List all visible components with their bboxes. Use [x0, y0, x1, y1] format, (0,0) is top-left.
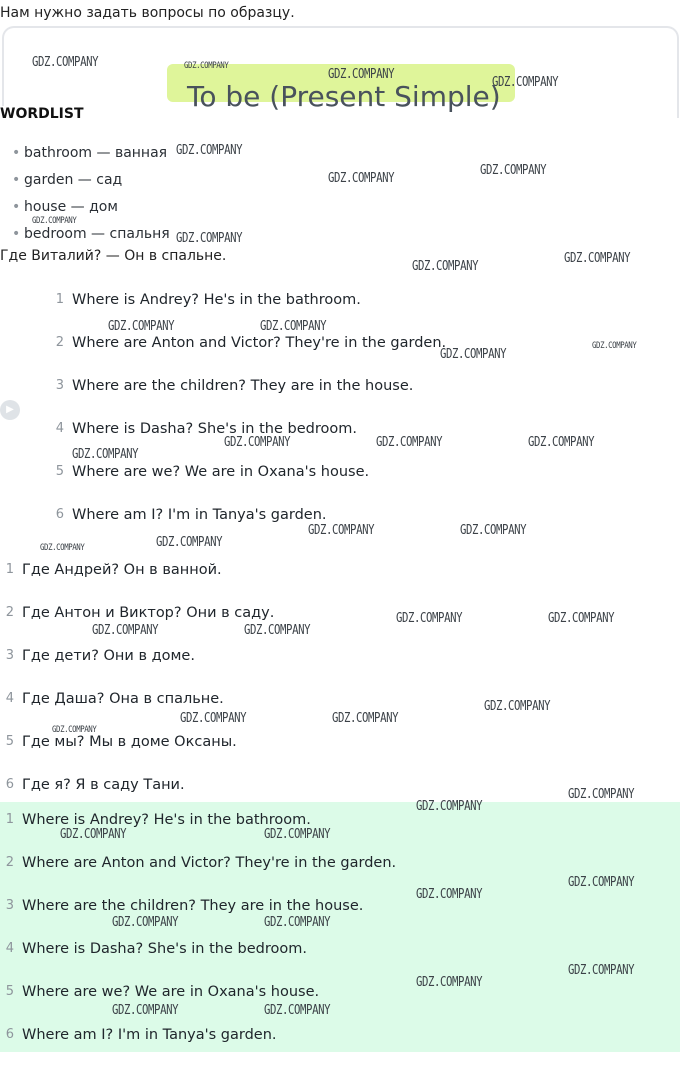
item-text: Где Антон и Виктор? Они в саду. — [22, 605, 275, 621]
watermark: GDZ.COMPANY — [568, 963, 635, 978]
item-number: 3 — [55, 378, 64, 393]
item-number: 1 — [5, 812, 14, 827]
watermark: GDZ.COMPANY — [156, 535, 223, 550]
example-question: Где Виталий? — Он в спальне. — [0, 248, 227, 264]
watermark: GDZ.COMPANY — [484, 699, 551, 714]
watermark: GDZ.COMPANY — [52, 725, 97, 735]
watermark: GDZ.COMPANY — [492, 75, 559, 90]
watermark: GDZ.COMPANY — [32, 55, 99, 70]
watermark: GDZ.COMPANY — [112, 915, 179, 930]
wordlist-item: • garden — сад — [12, 170, 170, 197]
item-text: Where are the children? They are in the house. — [72, 378, 414, 394]
watermark: GDZ.COMPANY — [564, 251, 631, 266]
watermark: GDZ.COMPANY — [416, 887, 483, 902]
item-text: Where are the children? They are in the house. — [22, 898, 364, 914]
item-number: 2 — [5, 855, 14, 870]
item-number: 2 — [55, 335, 64, 350]
watermark: GDZ.COMPANY — [60, 827, 127, 842]
item-number: 4 — [55, 421, 64, 436]
wordlist — [12, 143, 170, 251]
item-text: Where are we? We are in Oxana's house. — [22, 984, 320, 1000]
watermark: GDZ.COMPANY — [308, 523, 375, 538]
item-number: 4 — [5, 691, 14, 706]
play-icon[interactable]: ▶ — [0, 400, 20, 420]
watermark: GDZ.COMPANY — [440, 347, 507, 362]
watermark: GDZ.COMPANY — [112, 1003, 179, 1018]
watermark: GDZ.COMPANY — [568, 875, 635, 890]
item-text: Где я? Я в саду Тани. — [22, 777, 185, 793]
item-text: Where are Anton and Victor? They're in the garden. — [22, 855, 397, 871]
watermark: GDZ.COMPANY — [40, 543, 85, 553]
watermark: GDZ.COMPANY — [72, 447, 139, 462]
watermark: GDZ.COMPANY — [108, 319, 175, 334]
card-title: To be (Present Simple) — [187, 80, 501, 113]
watermark: GDZ.COMPANY — [592, 341, 637, 351]
item-number: 5 — [55, 464, 64, 479]
item-number: 1 — [55, 292, 64, 307]
wordlist-title: WORDLIST — [0, 106, 88, 122]
item-text: Where are we? We are in Oxana's house. — [72, 464, 370, 480]
wordlist-item: • house — дом — [12, 197, 170, 224]
intro-text: Нам нужно задать вопросы по образцу. — [0, 5, 295, 21]
item-number: 3 — [5, 898, 14, 913]
watermark: GDZ.COMPANY — [32, 216, 77, 226]
item-text: Where am I? I'm in Tanya's garden. — [22, 1027, 277, 1043]
item-number: 5 — [5, 734, 14, 749]
watermark: GDZ.COMPANY — [412, 259, 479, 274]
watermark: GDZ.COMPANY — [176, 231, 243, 246]
watermark: GDZ.COMPANY — [260, 319, 327, 334]
watermark: GDZ.COMPANY — [224, 435, 291, 450]
watermark: GDZ.COMPANY — [176, 143, 243, 158]
watermark: GDZ.COMPANY — [376, 435, 443, 450]
item-text: Where are Anton and Victor? They're in the garden. — [72, 335, 447, 351]
item-text: Where am I? I'm in Tanya's garden. — [72, 507, 327, 523]
item-text: Где дети? Они в доме. — [22, 648, 195, 664]
watermark: GDZ.COMPANY — [332, 711, 399, 726]
item-number: 4 — [5, 941, 14, 956]
watermark: GDZ.COMPANY — [396, 611, 463, 626]
item-text: Where is Andrey? He's in the bathroom. — [72, 292, 361, 308]
watermark: GDZ.COMPANY — [328, 67, 395, 82]
wordlist-item: • bathroom — ванная — [12, 143, 170, 170]
watermark: GDZ.COMPANY — [528, 435, 595, 450]
watermark: GDZ.COMPANY — [416, 799, 483, 814]
watermark: GDZ.COMPANY — [244, 623, 311, 638]
item-number: 5 — [5, 984, 14, 999]
watermark: GDZ.COMPANY — [264, 1003, 331, 1018]
item-text: Where is Dasha? She's in the bedroom. — [72, 421, 357, 437]
item-text: Where is Andrey? He's in the bathroom. — [22, 812, 311, 828]
item-number: 1 — [5, 562, 14, 577]
item-number: 6 — [5, 777, 14, 792]
item-number: 3 — [5, 648, 14, 663]
watermark: GDZ.COMPANY — [460, 523, 527, 538]
watermark: GDZ.COMPANY — [264, 915, 331, 930]
watermark: GDZ.COMPANY — [548, 611, 615, 626]
item-text: Where is Dasha? She's in the bedroom. — [22, 941, 307, 957]
item-text: Где Андрей? Он в ванной. — [22, 562, 222, 578]
wordlist-item: • bedroom — спальня — [12, 224, 170, 251]
watermark: GDZ.COMPANY — [328, 171, 395, 186]
watermark: GDZ.COMPANY — [568, 787, 635, 802]
item-number: 2 — [5, 605, 14, 620]
watermark: GDZ.COMPANY — [264, 827, 331, 842]
watermark: GDZ.COMPANY — [180, 711, 247, 726]
watermark: GDZ.COMPANY — [184, 61, 229, 71]
watermark: GDZ.COMPANY — [480, 163, 547, 178]
item-text: Где Даша? Она в спальне. — [22, 691, 224, 707]
item-number: 6 — [55, 507, 64, 522]
item-text: Где мы? Мы в доме Оксаны. — [22, 734, 237, 750]
watermark: GDZ.COMPANY — [416, 975, 483, 990]
item-number: 6 — [5, 1027, 14, 1042]
watermark: GDZ.COMPANY — [92, 623, 159, 638]
